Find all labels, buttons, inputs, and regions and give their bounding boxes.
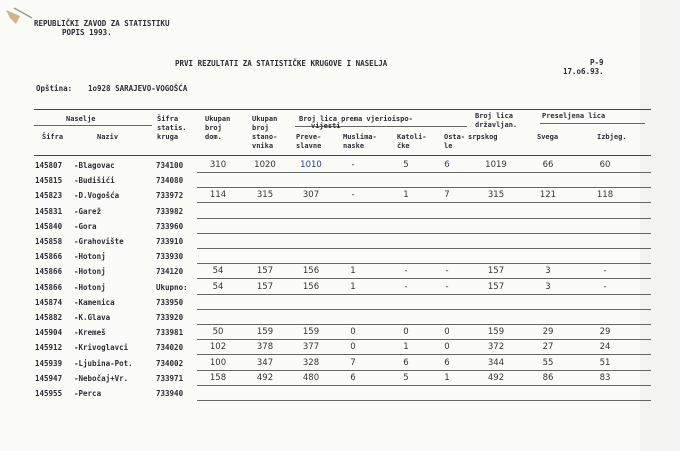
- row-rule: [197, 278, 651, 279]
- cell-svega: 86: [542, 372, 554, 383]
- cell-sifra: 145840: [35, 221, 63, 231]
- cell-stan: 347: [256, 357, 274, 368]
- cell-izbj: -: [603, 281, 607, 292]
- cell-izbj: -: [603, 266, 607, 277]
- cell-kat: 6: [403, 357, 409, 368]
- col-srp-2: državljan.: [475, 121, 518, 129]
- col-kat-1: Katoli-: [397, 133, 427, 141]
- cell-musl: 7: [350, 357, 356, 368]
- col-dom-1: Ukupan: [205, 115, 231, 123]
- row-rule: [197, 187, 651, 188]
- cell-sifra: 145912: [35, 343, 63, 353]
- cell-dom: 102: [209, 342, 227, 353]
- cell-naziv: -Ljubina-Pot.: [74, 358, 133, 368]
- cell-prav: 377: [302, 342, 320, 353]
- naselje-rule: [34, 125, 152, 126]
- cell-musl: 1: [350, 266, 356, 277]
- cell-krug: 733940: [156, 389, 184, 398]
- cell-sifra: 145831: [35, 206, 63, 216]
- col-dom-3: dom.: [205, 133, 222, 141]
- cell-naziv: -Hotonj: [74, 252, 106, 262]
- cell-prav: 1010: [300, 160, 322, 170]
- col-naselje: Naselje: [66, 115, 96, 123]
- row-rule: [197, 218, 651, 219]
- cell-krug: 733930: [156, 252, 184, 262]
- col-dom-2: broj: [205, 124, 222, 132]
- cell-krug: 733972: [156, 191, 184, 201]
- cell-sifra: 145947: [35, 373, 63, 383]
- cell-krug: 733981: [156, 328, 184, 338]
- cell-naziv: -D.Vogošća: [74, 191, 120, 201]
- cell-naziv: -K.Glava: [74, 313, 111, 322]
- cell-prav: 156: [302, 281, 320, 292]
- cell-naziv: -Perca: [74, 389, 102, 398]
- col-ost-2: le: [444, 142, 453, 150]
- cell-sifra: 145815: [35, 176, 63, 186]
- municipality-label: Opština:: [36, 84, 73, 93]
- col-srp-3: srpskog: [468, 133, 498, 141]
- cell-izbj: 51: [599, 357, 611, 368]
- cell-musl: 0: [350, 327, 356, 338]
- cell-izbj: 29: [599, 327, 611, 338]
- cell-izbj: 60: [599, 160, 611, 170]
- cell-kat: -: [404, 266, 408, 277]
- cell-svega: 27: [542, 342, 554, 353]
- cell-svega: 29: [542, 327, 554, 338]
- cell-stan: 1020: [254, 160, 276, 170]
- col-krug-3: kruga: [157, 133, 179, 141]
- org-name: REPUBLIČKI ZAVOD ZA STATISTIKU: [34, 19, 170, 28]
- cell-dom: 54: [212, 281, 224, 292]
- cell-srp: 492: [487, 372, 505, 383]
- cell-musl: 6: [350, 372, 356, 383]
- cell-stan: 157: [256, 266, 274, 277]
- col-prav-1: Preve-: [296, 133, 322, 141]
- cell-sifra: 145955: [35, 389, 63, 398]
- cell-ost: 7: [444, 190, 450, 201]
- col-vijesti: vijesti: [311, 122, 341, 130]
- cell-stan: 159: [256, 327, 274, 338]
- row-rule: [197, 248, 651, 249]
- cell-srp: 344: [487, 357, 505, 368]
- row-rule: [197, 172, 651, 173]
- col-naziv: Naziv: [97, 133, 119, 141]
- cell-krug: 734020: [156, 343, 184, 353]
- cell-musl: 0: [350, 342, 356, 353]
- cell-svega: 3: [545, 266, 551, 277]
- cell-dom: 114: [209, 190, 227, 201]
- cell-kat: 1: [403, 342, 409, 353]
- cell-sifra: 145858: [35, 237, 63, 246]
- cell-musl: -: [351, 190, 355, 201]
- row-rule: [197, 354, 651, 355]
- cell-stan: 157: [256, 281, 274, 292]
- cell-ost: 6: [444, 160, 450, 170]
- cell-krug: 734080: [156, 176, 184, 186]
- cell-naziv: -Garež: [74, 206, 102, 216]
- census-year: POPIS 1993.: [62, 28, 112, 37]
- cell-svega: 66: [542, 160, 554, 170]
- cell-sifra: 145866: [35, 282, 63, 292]
- document-title: PRVI REZULTATI ZA STATISTIČKE KRUGOVE I NASELJA: [175, 59, 388, 68]
- row-rule: [197, 370, 651, 371]
- cell-krug: 733910: [156, 237, 184, 246]
- row-rule: [197, 309, 651, 310]
- row-rule: [197, 263, 651, 264]
- cell-ost: 6: [444, 357, 450, 368]
- cell-kat: 5: [403, 160, 409, 170]
- cell-stan: 492: [256, 372, 274, 383]
- row-rule: [197, 324, 651, 325]
- col-izbjeg: Izbjeg.: [597, 133, 627, 141]
- cell-krug: 733920: [156, 313, 184, 322]
- col-vjera-header: Broj lica prema vjerioispo-: [299, 115, 413, 123]
- cell-stan: 378: [256, 342, 274, 353]
- cell-krug: 733982: [156, 206, 184, 216]
- cell-naziv: -Kremeš: [74, 328, 106, 338]
- col-sifra: Šifra: [42, 133, 64, 141]
- cell-ost: 0: [444, 327, 450, 338]
- cell-svega: 121: [539, 190, 557, 201]
- cell-srp: 372: [487, 342, 505, 353]
- preseljena-rule: [540, 123, 645, 124]
- col-prav-2: slavne: [296, 142, 322, 150]
- col-srp-1: Broj lica: [475, 112, 513, 120]
- cell-sifra: 145866: [35, 252, 63, 262]
- cell-kat: 5: [403, 372, 409, 383]
- cell-dom: 310: [209, 160, 227, 170]
- cell-srp: 157: [487, 281, 505, 292]
- cell-sifra: 145823: [35, 191, 63, 201]
- cell-musl: -: [351, 160, 355, 170]
- cell-ost: 0: [444, 342, 450, 353]
- cell-krug: 734002: [156, 358, 184, 368]
- cell-naziv: -Grahovište: [74, 237, 124, 246]
- cell-stan: 315: [256, 190, 274, 201]
- cell-sifra: 145807: [35, 161, 63, 170]
- cell-kat: 0: [403, 327, 409, 338]
- cell-ost: -: [445, 266, 449, 277]
- cell-izbj: 118: [596, 190, 614, 201]
- cell-ost: -: [445, 281, 449, 292]
- cell-naziv: -Hotonj: [74, 267, 106, 277]
- cell-naziv: -Nebočaj+Vr.: [74, 373, 129, 383]
- cell-dom: 158: [209, 372, 227, 383]
- cell-izbj: 83: [599, 372, 611, 383]
- cell-prav: 480: [302, 372, 320, 383]
- col-preseljena: Preseljena lica: [542, 112, 606, 120]
- municipality-value: 1o928 SARAJEVO-VOGOŠĆA: [88, 84, 188, 93]
- cell-svega: 3: [545, 281, 551, 292]
- header-bottom-rule: [34, 155, 651, 156]
- row-rule: [197, 202, 651, 203]
- cell-ost: 1: [444, 372, 450, 383]
- col-stan-1: Ukupan: [252, 115, 278, 123]
- cell-svega: 55: [542, 357, 554, 368]
- col-kat-2: čke: [397, 142, 410, 150]
- cell-naziv: -Budišići: [74, 176, 115, 186]
- cell-sifra: 145939: [35, 358, 63, 368]
- cell-krug: 734100: [156, 161, 184, 170]
- cell-srp: 157: [487, 266, 505, 277]
- cell-krug: 734120: [156, 267, 184, 277]
- cell-kat: 1: [403, 190, 409, 201]
- cell-srp: 315: [487, 190, 505, 201]
- form-code: P-9: [590, 58, 604, 67]
- row-rule: [197, 339, 651, 340]
- cell-dom: 54: [212, 266, 224, 277]
- row-rule: [197, 385, 651, 386]
- cell-naziv: -Kamenica: [74, 297, 115, 307]
- col-ost-1: Osta-: [444, 133, 466, 141]
- cell-prav: 307: [302, 190, 320, 201]
- cell-sifra: 145904: [35, 328, 63, 338]
- col-stan-3: stano-: [252, 133, 278, 141]
- col-musl-2: naske: [343, 142, 365, 150]
- cell-prav: 328: [302, 357, 320, 368]
- cell-prav: 156: [302, 266, 320, 277]
- cell-sifra: 145882: [35, 313, 63, 322]
- row-rule: [197, 400, 651, 401]
- row-rule: [197, 294, 651, 295]
- col-svega: Svega: [537, 133, 559, 141]
- cell-krug: 733971: [156, 373, 184, 383]
- paper-clip-mark: [4, 6, 34, 26]
- cell-naziv: -Gora: [74, 221, 97, 231]
- document-date: 17.o6.93.: [563, 67, 604, 76]
- cell-srp: 1019: [485, 160, 507, 170]
- cell-dom: 50: [212, 327, 224, 338]
- col-musl-1: Muslima-: [343, 133, 377, 141]
- col-krug-2: statis.: [157, 124, 187, 132]
- cell-krug: Ukupno:: [156, 282, 188, 292]
- cell-musl: 1: [350, 281, 356, 292]
- cell-dom: 100: [209, 357, 227, 368]
- cell-naziv: -Krivoglavci: [74, 343, 129, 353]
- header-top-rule: [34, 109, 651, 110]
- cell-srp: 159: [487, 327, 505, 338]
- col-stan-4: vnika: [252, 142, 274, 150]
- cell-naziv: -Blagovac: [74, 161, 115, 170]
- cell-kat: -: [404, 281, 408, 292]
- col-stan-2: broj: [252, 124, 269, 132]
- cell-krug: 733950: [156, 297, 184, 307]
- cell-izbj: 24: [599, 342, 611, 353]
- cell-sifra: 145874: [35, 297, 63, 307]
- col-krug-1: Šifra: [157, 115, 179, 123]
- row-rule: [197, 233, 651, 234]
- cell-prav: 159: [302, 327, 320, 338]
- cell-naziv: -Hotonj: [74, 282, 106, 292]
- cell-sifra: 145866: [35, 267, 63, 277]
- cell-krug: 733960: [156, 221, 184, 231]
